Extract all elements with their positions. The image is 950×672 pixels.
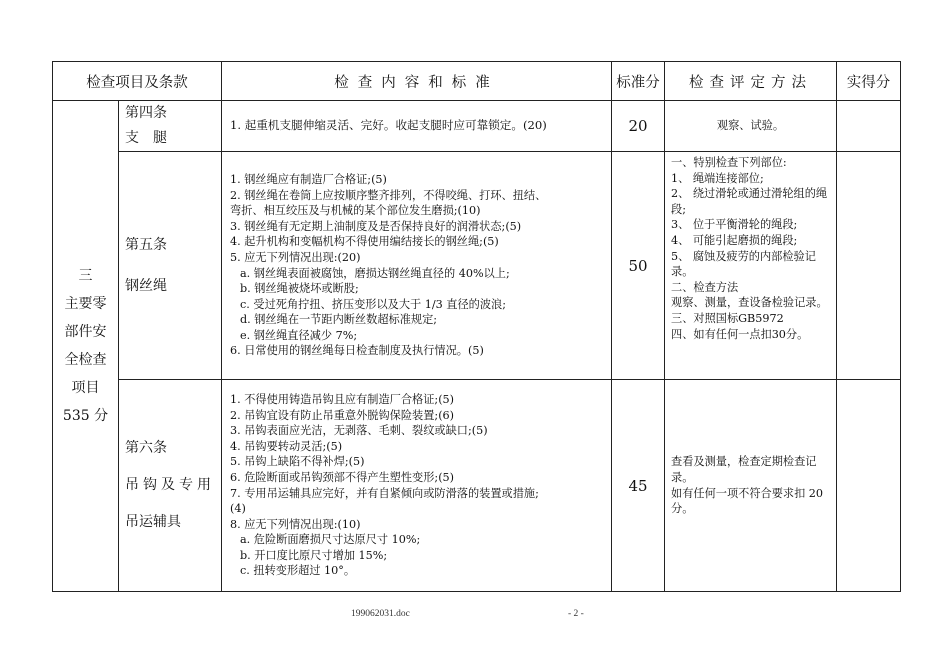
content-line: 6. 日常使用的钢丝绳每日检查制度及执行情况。(5)	[230, 344, 484, 358]
header-row	[53, 62, 901, 101]
category-cell	[53, 101, 119, 592]
method-line: 观察、试验。	[716, 119, 785, 133]
clause-title: 吊运辅具	[125, 514, 181, 530]
content-line: 4. 吊钩要转动灵活;(5)	[230, 439, 343, 453]
table-row	[53, 380, 901, 592]
header-score: 标准分	[612, 62, 665, 101]
content-cell	[222, 152, 612, 380]
content-cell	[222, 380, 612, 592]
method-line: 一、特别检查下列部位:	[671, 156, 787, 169]
method-line: 四、如有任何一点扣30分。	[671, 327, 809, 341]
category-line: 主要零	[64, 296, 107, 312]
content-line: 7. 专用吊运辅具应完好，并有自紧倾向或防滑落的装置或措施;	[230, 486, 539, 500]
content-line: 4. 起升机构和变幅机构不得使用编结接长的钢丝绳;(5)	[230, 235, 499, 249]
method-cell	[665, 101, 837, 152]
category-line: 全检查	[64, 352, 107, 368]
score-cell: 45	[612, 380, 665, 592]
header-item: 检查项目及条款	[53, 62, 222, 101]
content-line: 1. 不得使用铸造吊钩且应有制造厂合格证;(5)	[230, 392, 455, 406]
header-method: 检查评定方法	[665, 62, 837, 101]
method-line: 查看及测量，检查定期检查记录。	[671, 455, 817, 484]
method-line: 如有任何一项不符合要求扣 20 分。	[671, 486, 824, 516]
content-line: 1. 钢丝绳应有制造厂合格证;(5)	[230, 172, 387, 186]
content-line: e. 钢丝绳直径减少 7%;	[240, 328, 358, 342]
method-line: 3、 位于平衡滑轮的绳段;	[671, 218, 798, 232]
clause-cell	[119, 380, 222, 592]
content-line: c. 扭转变形超过 10°。	[240, 564, 356, 578]
table-row	[53, 101, 901, 152]
actual-score-cell	[837, 380, 901, 592]
clause-title: 钢丝绳	[125, 277, 167, 294]
clause-cell	[119, 101, 222, 152]
header-actual: 实得分	[837, 62, 901, 101]
table-row	[53, 152, 901, 380]
actual-score-cell	[837, 152, 901, 380]
method-line: 5、 腐蚀及疲劳的内部检验记录。	[671, 249, 816, 279]
clause-number: 第五条	[125, 236, 167, 253]
content-line: (4)	[230, 502, 246, 516]
clause-cell	[119, 152, 222, 380]
content-line: 弯折、相互绞压及与机械的某个部位发生磨损;(10)	[230, 204, 481, 218]
method-line: 三、对照国标GB5972	[671, 311, 784, 325]
header-content: 检查内容和标准	[222, 62, 612, 101]
score-cell: 20	[612, 101, 665, 152]
clause-number: 第四条	[125, 105, 167, 121]
clause-title: 支腿	[125, 130, 181, 146]
content-line: 3. 钢丝绳有无定期上油制度及是否保持良好的润滑状态;(5)	[230, 219, 522, 233]
method-line: 2、 绕过滑轮或通过滑轮组的绳段;	[671, 187, 828, 216]
category-line: 535 分	[62, 408, 109, 424]
content-line: 5. 吊钩上缺陷不得补焊;(5)	[230, 455, 365, 469]
category-line: 项目	[71, 380, 100, 396]
method-line: 4、 可能引起磨损的绳段;	[671, 233, 798, 247]
method-line: 观察、测量，查设备检验记录。	[671, 296, 828, 310]
content-line: d. 钢丝绳在一节距内断丝数超标准规定;	[240, 313, 438, 327]
score-cell: 50	[612, 152, 665, 380]
footer-page-number: - 2 -	[568, 609, 584, 619]
content-line: 2. 钢丝绳在卷筒上应按顺序整齐排列，不得咬绳、打环、扭结、	[230, 188, 547, 202]
content-line: 1. 起重机支腿伸缩灵活、完好。收起支腿时应可靠锁定。(20)	[230, 118, 547, 133]
method-line: 1、 绳端连接部位;	[671, 171, 764, 185]
content-line: 3. 吊钩表面应光洁，无剥落、毛刺、裂纹或缺口;(5)	[230, 424, 488, 438]
actual-score-cell	[837, 101, 901, 152]
method-line: 二、检查方法	[671, 280, 739, 294]
content-line: a. 钢丝绳表面被腐蚀，磨损达钢丝绳直径的 40%以上;	[240, 266, 510, 280]
inspection-table	[52, 61, 901, 592]
footer-filename: 199062031.doc	[351, 609, 410, 619]
clause-number: 第六条	[125, 440, 167, 456]
content-line: a. 危险断面磨损尺寸达原尺寸 10%;	[240, 533, 421, 547]
content-line: 8. 应无下列情况出现:(10)	[230, 517, 361, 531]
content-line: b. 钢丝绳被烧坏或断股;	[240, 282, 359, 296]
category-line: 三	[78, 268, 93, 284]
content-line: 5. 应无下列情况出现:(20)	[230, 250, 361, 264]
content-line: b. 开口度比原尺寸增加 15%;	[240, 548, 388, 562]
content-line: 6. 危险断面或吊钩颈部不得产生塑性变形;(5)	[230, 470, 455, 484]
method-cell	[665, 152, 837, 380]
category-line: 部件安	[64, 324, 107, 340]
clause-title: 吊钩及专用	[125, 477, 215, 493]
method-cell	[665, 380, 837, 592]
content-line: 2. 吊钩宜设有防止吊重意外脱钩保险装置;(6)	[230, 408, 455, 422]
content-cell	[222, 101, 612, 152]
content-line: c. 受过死角拧扭、挤压变形以及大于 1/3 直径的波浪;	[240, 297, 507, 311]
